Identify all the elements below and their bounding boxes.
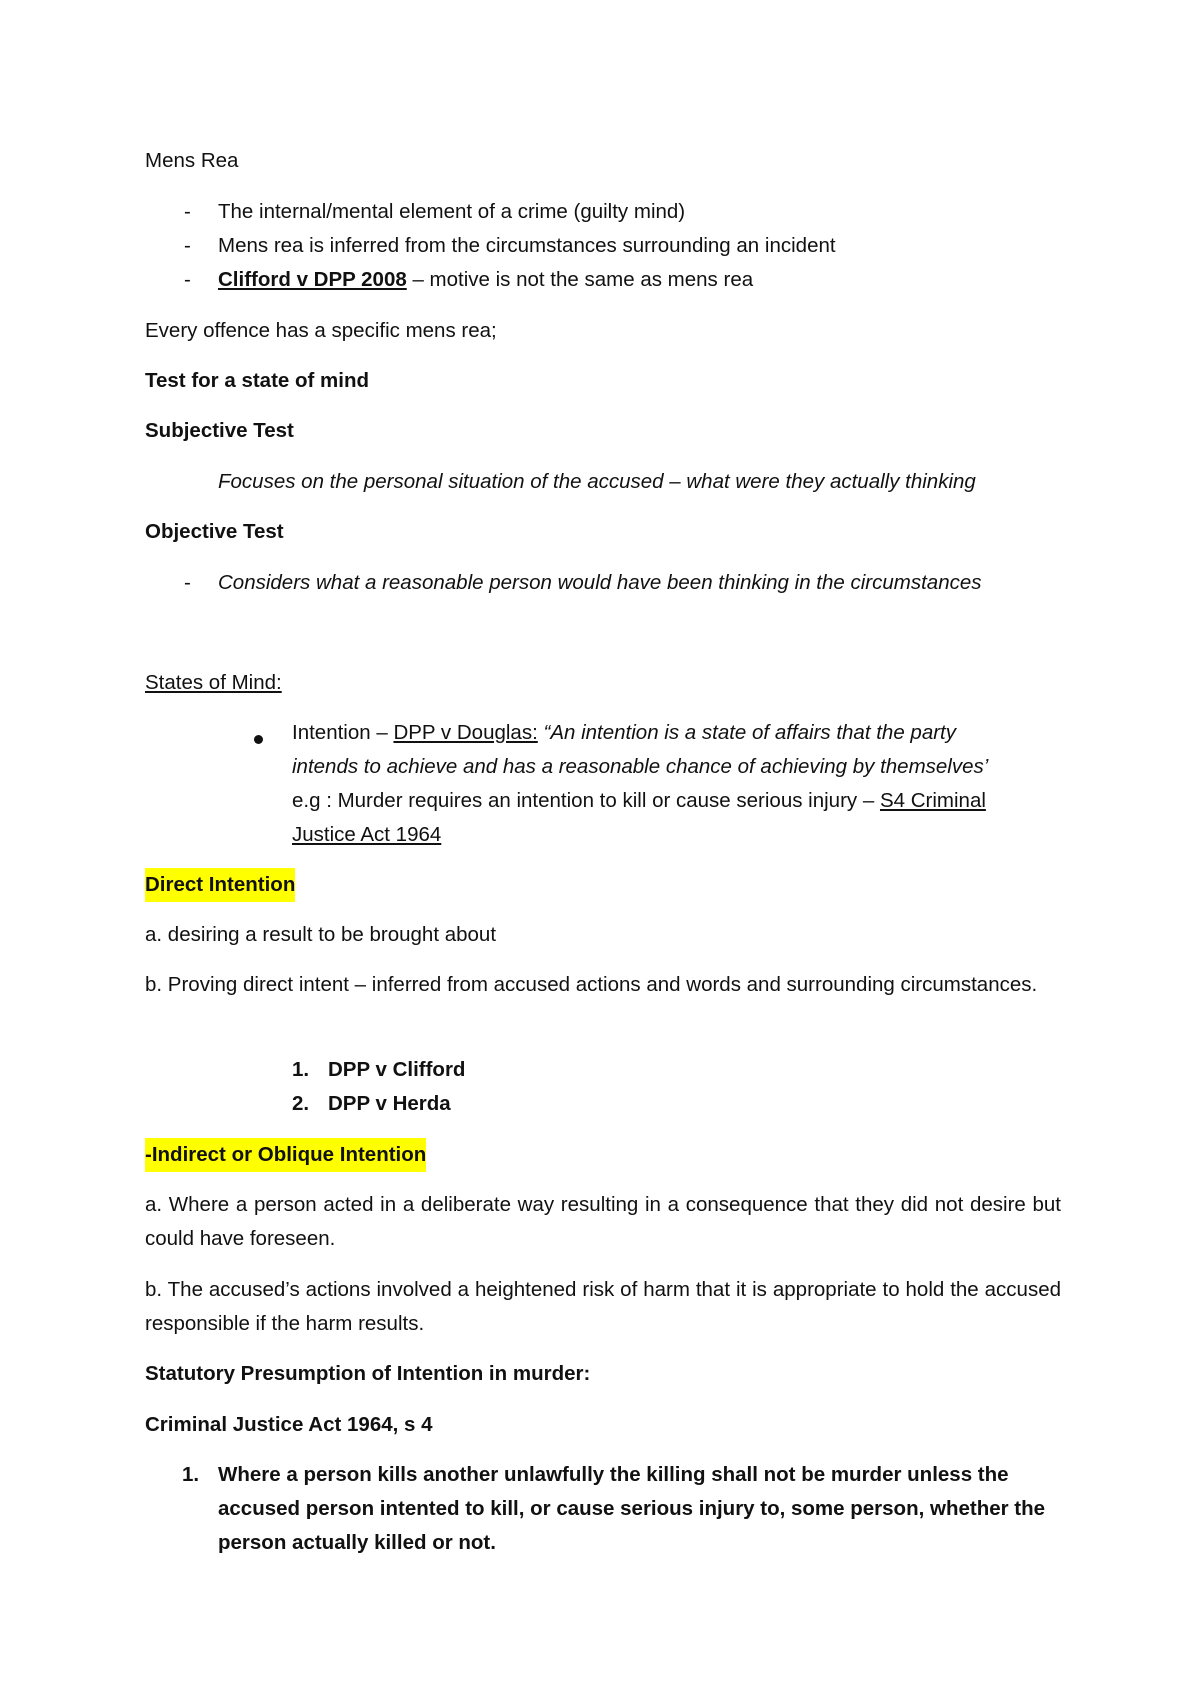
dash-marker: - <box>184 268 191 291</box>
list-item: Mens rea is inferred from the circumstances surrounding an incident <box>218 234 836 257</box>
list-item: Considers what a reasonable person would have been thinking in the circumstances <box>218 571 982 594</box>
paragraph: a. desiring a result to be brought about <box>145 923 497 946</box>
list-number: 2. <box>292 1092 310 1115</box>
list-item: The internal/mental element of a crime (guilty mind) <box>218 200 686 223</box>
statute-ref: Justice Act 1964 <box>292 823 442 846</box>
dash-marker: - <box>184 200 191 223</box>
list-item: DPP v Clifford <box>328 1058 466 1081</box>
page-title: Mens Rea <box>145 149 239 172</box>
bullet-icon <box>254 735 263 744</box>
list-number: 1. <box>292 1058 310 1081</box>
case-name: DPP v Douglas: <box>393 721 538 744</box>
list-number: 1. <box>182 1463 200 1486</box>
section-heading: Criminal Justice Act 1964, s 4 <box>145 1413 433 1436</box>
section-heading: Subjective Test <box>145 419 294 442</box>
paragraph: b. Proving direct intent – inferred from accused actions and words and surrounding circumstances. <box>145 973 1038 996</box>
highlighted-heading: -Indirect or Oblique Intention <box>145 1138 426 1172</box>
case-name: Clifford v DPP 2008 <box>218 268 407 291</box>
dash-marker: - <box>184 234 191 257</box>
section-heading: Test for a state of mind <box>145 369 370 392</box>
paragraph: Every offence has a specific mens rea; <box>145 319 497 342</box>
paragraph: a. Where a person acted in a deliberate way resulting in a consequence that they did not desire but could have foreseen. <box>145 1193 1061 1250</box>
statute-ref: S4 Criminal <box>879 789 986 812</box>
section-heading: Objective Test <box>145 520 284 543</box>
list-item-clifford <box>218 263 753 297</box>
paragraph: b. The accused’s actions involved a heightened risk of harm that it is appropriate to hold the accused responsible if the harm results. <box>145 1278 1061 1335</box>
dash-marker: - <box>184 571 191 594</box>
intention-bullet: Intention – DPP v Douglas: “An intention is a state of affairs that the party intends to achieve and has a reasonable chance of achieving by themselves’ e.g : Murder requires an intention to kill or cause serious injury – S4 Criminal Justice Act 1964 <box>292 716 1062 852</box>
statute-text: Where a person kills another unlawfully the killing shall not be murder unless the accused person intented to kill, or cause serious injury to, some person, whether the person actually killed or not. <box>218 1463 1046 1554</box>
case-note: – motive is not the same as mens rea <box>406 268 754 291</box>
section-heading: States of Mind: <box>145 671 282 694</box>
section-heading: Statutory Presumption of Intention in murder: <box>145 1362 591 1385</box>
list-item: DPP v Herda <box>328 1092 451 1115</box>
paragraph: Focuses on the personal situation of the accused – what were they actually thinking <box>218 470 976 493</box>
highlighted-heading: Direct Intention <box>145 868 295 902</box>
